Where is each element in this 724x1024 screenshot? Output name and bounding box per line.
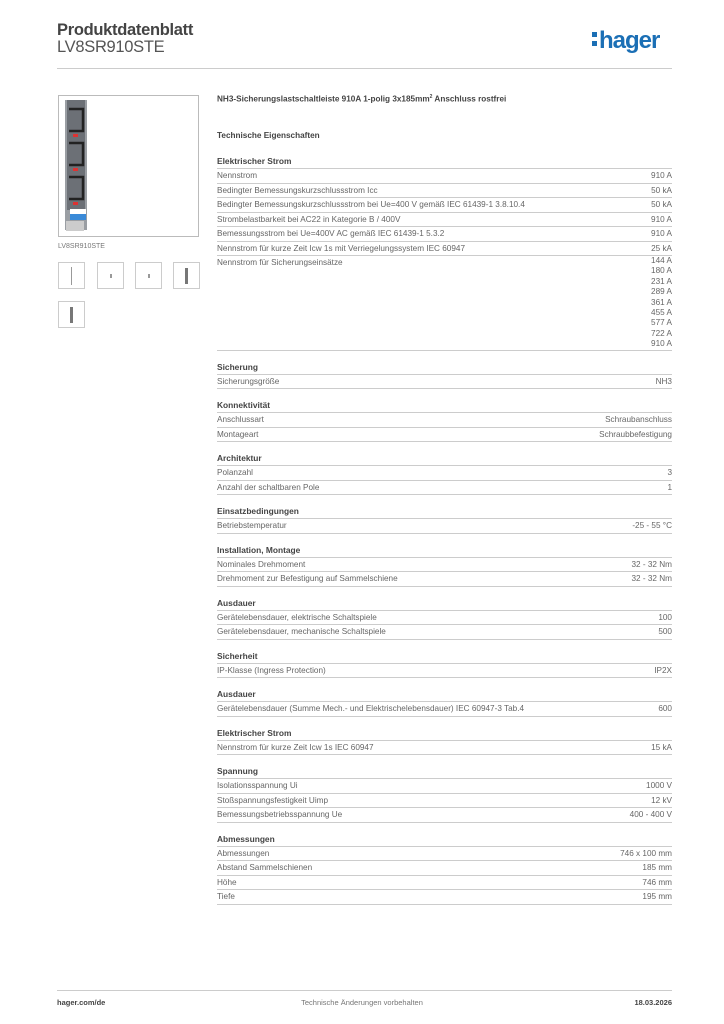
spec-values [658, 702, 672, 716]
spec-row [217, 808, 672, 823]
spec-label: Gerätelebensdauer (Summe Mech.- und Elektrischelebensdauer) IEC 60947-3 Tab.4 [217, 704, 525, 714]
spec-value: 910 A [651, 339, 672, 349]
spec-values [632, 519, 672, 533]
section-heading: Ausdauer [217, 596, 672, 611]
spec-label: Drehmoment zur Befestigung auf Sammelschiene [217, 574, 398, 584]
spec-value: Schraubbefestigung [599, 429, 672, 439]
spec-section [217, 764, 672, 823]
spec-value: 455 A [651, 308, 672, 318]
spec-value: NH3 [655, 376, 672, 386]
spec-label: Nominales Drehmoment [217, 559, 306, 569]
spec-label: Nennstrom [217, 171, 258, 180]
spec-row [217, 519, 672, 534]
spec-row [217, 847, 672, 862]
spec-values [642, 890, 672, 904]
spec-row [217, 184, 672, 199]
spec-row [217, 213, 672, 228]
spec-row [217, 572, 672, 587]
spec-value: 3 [667, 468, 672, 478]
spec-value: 746 mm [642, 877, 672, 887]
spec-value: Schraubanschluss [605, 415, 672, 425]
spec-values [651, 184, 672, 198]
thumbnail-4[interactable] [173, 262, 200, 289]
product-description: NH3-Sicherungslastschaltleiste 910A 1-polig $3x185mm^2$ Anschluss rostfrei [217, 94, 507, 104]
section-heading: Ausdauer [217, 687, 672, 702]
spec-section [217, 832, 672, 905]
spec-label: Nennstrom für kurze Zeit Icw 1s IEC 60947 [217, 742, 374, 752]
footer-website-link[interactable]: hager.com/de [57, 998, 106, 1007]
spec-section [217, 360, 672, 390]
spec-value: 289 A [651, 287, 672, 297]
spec-label: Polanzahl [217, 468, 253, 478]
footer-note: Technische Änderungen vorbehalten [301, 998, 423, 1007]
spec-label: Stoßspannungsfestigkeit Uimp [217, 795, 329, 805]
spec-row [217, 375, 672, 390]
spec-values [651, 169, 672, 183]
fuse-switch-illustration [59, 96, 198, 236]
spec-row [217, 227, 672, 242]
spec-row [217, 466, 672, 481]
spec-values [632, 572, 673, 586]
spec-table [217, 154, 672, 905]
spec-values [642, 876, 672, 890]
spec-value: 910 A [651, 229, 672, 238]
product-code: LV8SR910STE [57, 38, 165, 56]
spec-value: 50 kA [651, 200, 672, 209]
spec-section [217, 649, 672, 679]
spec-values [651, 198, 672, 212]
spec-values [654, 664, 672, 678]
logo-colon-icon [592, 32, 597, 46]
spec-label: Isolationsspannung Ui [217, 781, 298, 791]
spec-row [217, 861, 672, 876]
spec-label: Gerätelebensdauer, mechanische Schaltspiele [217, 627, 386, 637]
spec-value: 32 - 32 Nm [631, 574, 672, 584]
spec-value: -25 - 55 °C [632, 521, 672, 531]
spec-value: 600 [658, 704, 672, 714]
spec-row [217, 169, 672, 184]
spec-label: Nennstrom für kurze Zeit Icw 1s mit Verriegelungssystem IEC 60947 [217, 243, 465, 253]
spec-values [630, 808, 672, 822]
section-heading: Konnektivität [217, 398, 672, 413]
spec-row [217, 625, 672, 640]
spec-label: Bedingter Bemessungskurzschlussstrom Icc [217, 185, 378, 195]
spec-label: Montageart [217, 429, 259, 439]
spec-row [217, 198, 672, 213]
spec-section [217, 154, 672, 351]
spec-values [651, 213, 672, 227]
spec-value: 50 kA [651, 185, 672, 195]
spec-values [620, 847, 672, 861]
footer-divider [57, 990, 672, 991]
spec-value: 144 A [651, 256, 672, 265]
spec-section [217, 451, 672, 495]
spec-row [217, 256, 672, 351]
image-caption: LV8SR910STE [58, 243, 105, 250]
spec-row [217, 741, 672, 756]
thumbnail-3[interactable] [135, 262, 162, 289]
section-heading: Sicherheit [217, 649, 672, 664]
spec-values [651, 794, 672, 808]
footer-date: 18.03.2026 [634, 998, 672, 1007]
spec-row [217, 702, 672, 717]
product-image[interactable] [58, 95, 199, 237]
spec-row [217, 413, 672, 428]
spec-values [651, 741, 672, 755]
spec-values [651, 227, 672, 241]
spec-label: Tiefe [217, 892, 235, 902]
spec-values [651, 256, 672, 350]
spec-row [217, 779, 672, 794]
spec-value: 12 kV [651, 795, 672, 805]
spec-value: 722 A [651, 328, 672, 338]
spec-label: Anschlussart [217, 415, 264, 425]
section-heading: Elektrischer Strom [217, 154, 672, 169]
spec-value: 185 mm [642, 863, 672, 873]
spec-label: Gerätelebensdauer, elektrische Schaltspiele [217, 612, 377, 622]
spec-value: IP2X [654, 665, 672, 675]
spec-row [217, 890, 672, 905]
spec-row [217, 794, 672, 809]
spec-value: 195 mm [642, 892, 672, 902]
logo-text: hager [599, 27, 660, 54]
spec-value: 231 A [651, 276, 672, 286]
spec-values [642, 861, 672, 875]
spec-row [217, 558, 672, 573]
spec-value: 910 A [651, 214, 672, 224]
section-heading: Spannung [217, 764, 672, 779]
thumbnail-2[interactable] [97, 262, 124, 289]
spec-value: 910 A [651, 171, 672, 180]
spec-section [217, 596, 672, 640]
spec-row [217, 664, 672, 679]
spec-label: Abmessungen [217, 848, 270, 858]
section-heading: Installation, Montage [217, 543, 672, 558]
spec-label: Abstand Sammelschienen [217, 863, 313, 873]
header-divider [57, 68, 672, 69]
thumbnail-1[interactable] [58, 262, 85, 289]
page-title: Produktdatenblatt [57, 21, 194, 39]
spec-label: Bemessungsbetriebsspannung Ue [217, 810, 343, 820]
section-heading: Architektur [217, 451, 672, 466]
section-heading: Abmessungen [217, 832, 672, 847]
spec-section [217, 687, 672, 717]
section-heading: Elektrischer Strom [217, 726, 672, 741]
spec-values [658, 625, 672, 639]
spec-values [632, 558, 673, 572]
spec-label: Höhe [217, 877, 237, 887]
spec-row [217, 611, 672, 626]
spec-values [605, 413, 672, 427]
spec-row [217, 876, 672, 891]
spec-label: Anzahl der schaltbaren Pole [217, 482, 320, 492]
spec-values [658, 611, 672, 625]
spec-value: 180 A [651, 266, 672, 276]
spec-value: 500 [658, 627, 672, 637]
spec-row [217, 428, 672, 443]
spec-value: 400 - 400 V [629, 810, 672, 820]
spec-section [217, 726, 672, 756]
spec-label: IP-Klasse (Ingress Protection) [217, 665, 326, 675]
spec-value: 100 [658, 612, 672, 622]
spec-row [217, 481, 672, 496]
spec-label: Strombelastbarkeit bei AC22 in Kategorie B / 400V [217, 214, 401, 224]
spec-section [217, 398, 672, 442]
spec-value: 32 - 32 Nm [631, 559, 672, 569]
spec-row [217, 242, 672, 257]
technical-properties-heading: Technische Eigenschaften [217, 131, 320, 140]
spec-section [217, 543, 672, 587]
section-heading: Einsatzbedingungen [217, 504, 672, 519]
spec-values [667, 481, 672, 495]
spec-values [646, 779, 672, 793]
section-heading: Sicherung [217, 360, 672, 375]
spec-label: Nennstrom für Sicherungseinsätze [217, 258, 343, 267]
hager-logo [592, 27, 659, 55]
spec-label: Betriebstemperatur [217, 521, 287, 531]
spec-value: 746 x 100 mm [620, 848, 672, 858]
spec-label: Sicherungsgröße [217, 376, 280, 386]
spec-value: 15 kA [651, 742, 672, 752]
spec-label: Bemessungsstrom bei Ue=400V AC gemäß IEC 61439-1 5.3.2 [217, 229, 445, 238]
spec-values [656, 375, 672, 389]
spec-values [599, 428, 672, 442]
spec-section [217, 504, 672, 534]
spec-value: 1000 V [646, 781, 672, 791]
spec-value: 25 kA [651, 243, 672, 253]
spec-values [651, 242, 672, 256]
spec-value: 1 [667, 482, 672, 492]
spec-value: 577 A [651, 318, 672, 328]
spec-values [667, 466, 672, 480]
thumbnail-5[interactable] [58, 301, 85, 328]
spec-value: 361 A [651, 297, 672, 307]
spec-label: Bedingter Bemessungskurzschlussstrom bei Ue=400 V gemäß IEC 61439-1 3.8.10.4 [217, 200, 525, 209]
